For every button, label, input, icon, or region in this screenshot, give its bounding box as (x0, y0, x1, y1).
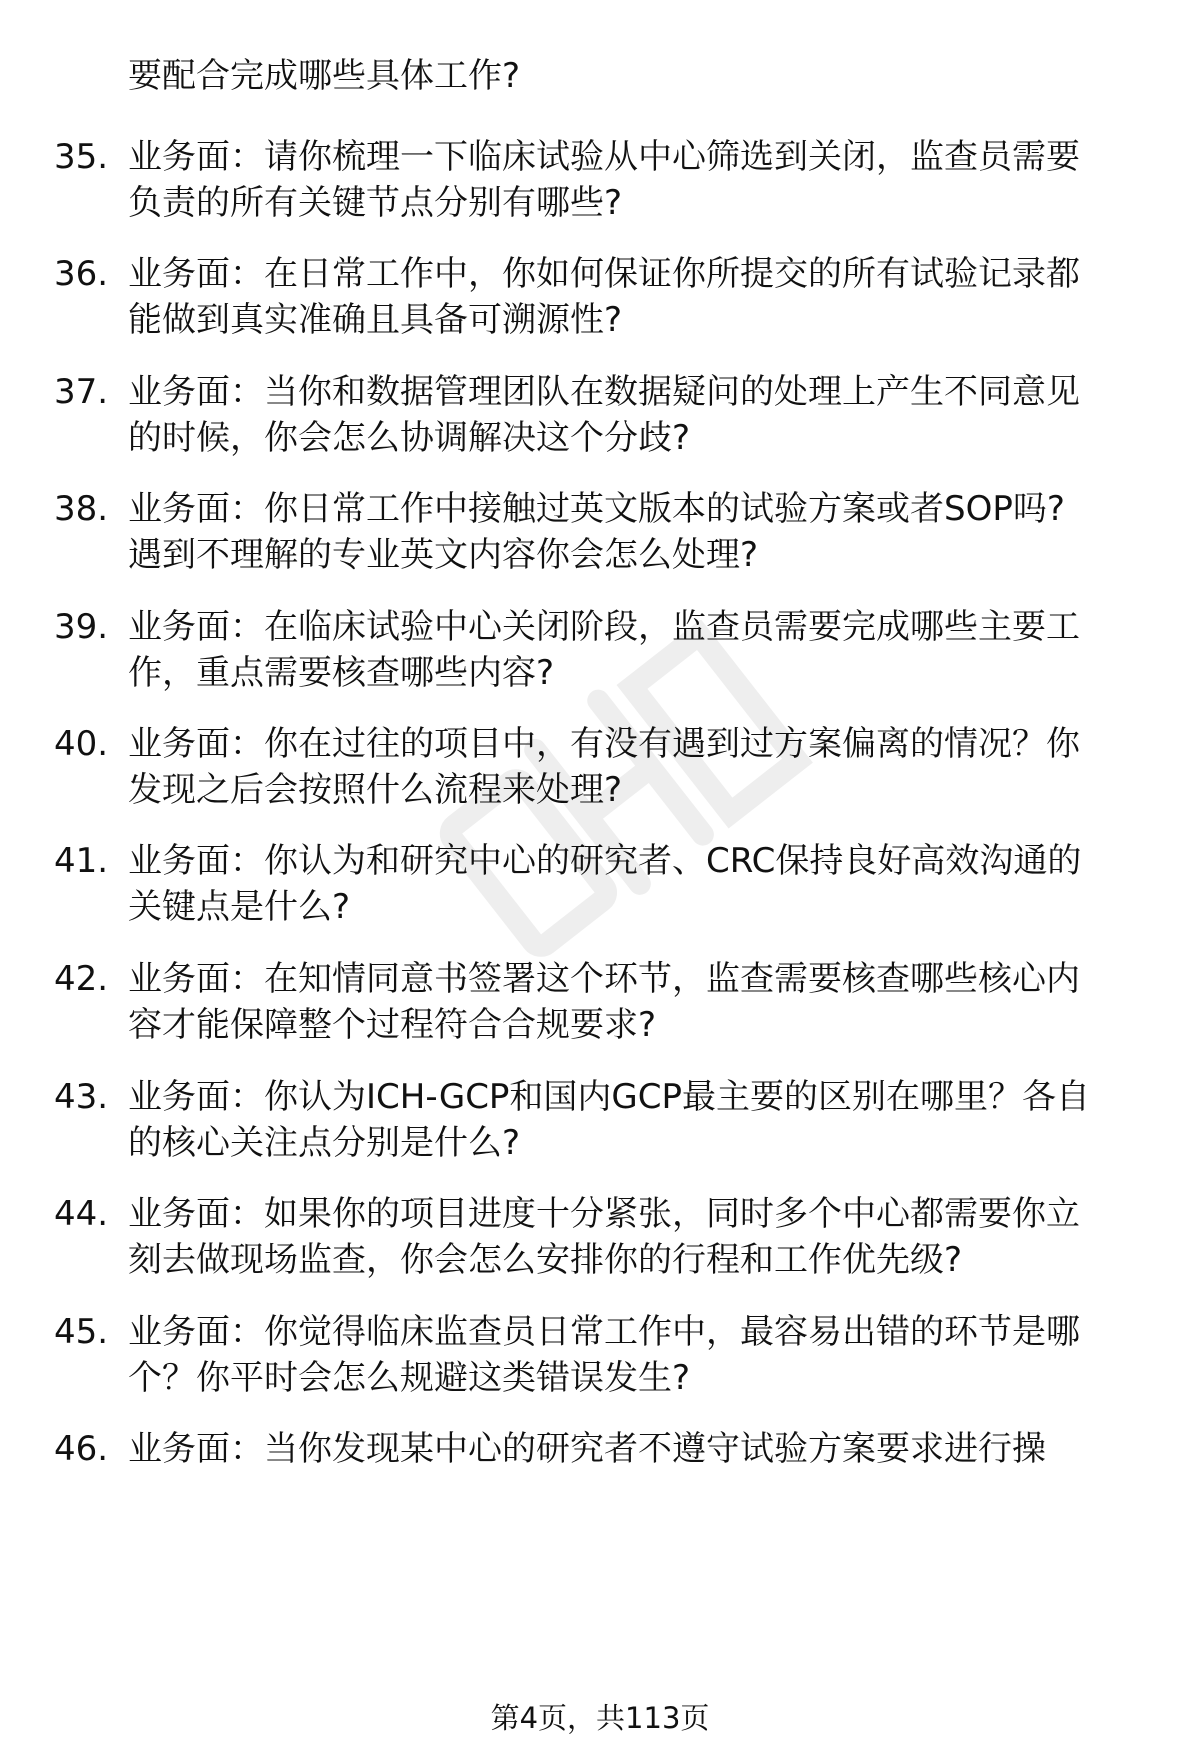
question-line: 个？你平时会怎么规避这类错误发生? (128, 1358, 691, 1398)
question-number: 38. (54, 489, 109, 529)
question-line: 业务面：请你梳理一下临床试验从中心筛选到关闭，监查员需要 (128, 137, 1080, 177)
question-line: 的核心关注点分别是什么? (128, 1123, 521, 1163)
question-line: 业务面：在日常工作中，你如何保证你所提交的所有试验记录都 (128, 254, 1080, 294)
question-line: 业务面：在知情同意书签署这个环节，监查需要核查哪些核心内 (128, 959, 1080, 999)
question-line: 业务面：你认为和研究中心的研究者、CRC保持良好高效沟通的 (128, 841, 1082, 881)
question-line: 要配合完成哪些具体工作? (128, 56, 521, 96)
question-line: 业务面：你觉得临床监查员日常工作中，最容易出错的环节是哪 (128, 1312, 1080, 1352)
question-number: 37. (54, 372, 109, 412)
question-line: 业务面：当你发现某中心的研究者不遵守试验方案要求进行操 (128, 1429, 1046, 1469)
question-number: 39. (54, 607, 109, 647)
question-line: 容才能保障整个过程符合合规要求? (128, 1005, 657, 1045)
question-line: 作，重点需要核查哪些内容? (128, 653, 555, 693)
question-number: 43. (54, 1077, 109, 1117)
question-number: 40. (54, 724, 109, 764)
question-line: 关键点是什么? (128, 887, 351, 927)
question-line: 刻去做现场监查，你会怎么安排你的行程和工作优先级? (128, 1240, 963, 1280)
page-number-footer: 第4页，共113页 (490, 1701, 710, 1735)
question-line: 业务面：你认为ICH-GCP和国内GCP最主要的区别在哪里？各自 (128, 1077, 1091, 1117)
question-line: 业务面：你日常工作中接触过英文版本的试验方案或者SOP吗? (128, 489, 1065, 529)
question-number: 45. (54, 1312, 109, 1352)
question-number: 44. (54, 1194, 109, 1234)
question-line: 业务面：如果你的项目进度十分紧张，同时多个中心都需要你立 (128, 1194, 1080, 1234)
question-line: 的时候，你会怎么协调解决这个分歧? (128, 418, 691, 458)
question-line: 发现之后会按照什么流程来处理? (128, 770, 623, 810)
question-number: 35. (54, 137, 109, 177)
question-line: 业务面：你在过往的项目中，有没有遇到过方案偏离的情况？你 (128, 724, 1080, 764)
question-number: 46. (54, 1429, 109, 1469)
question-number: 42. (54, 959, 109, 999)
question-line: 能做到真实准确且具备可溯源性? (128, 300, 623, 340)
question-line: 遇到不理解的专业英文内容你会怎么处理? (128, 535, 759, 575)
question-line: 负责的所有关键节点分别有哪些? (128, 183, 623, 223)
question-line: 业务面：当你和数据管理团队在数据疑问的处理上产生不同意见 (128, 372, 1080, 412)
question-number: 36. (54, 254, 109, 294)
question-line: 业务面：在临床试验中心关闭阶段，监查员需要完成哪些主要工 (128, 607, 1080, 647)
question-number: 41. (54, 841, 109, 881)
